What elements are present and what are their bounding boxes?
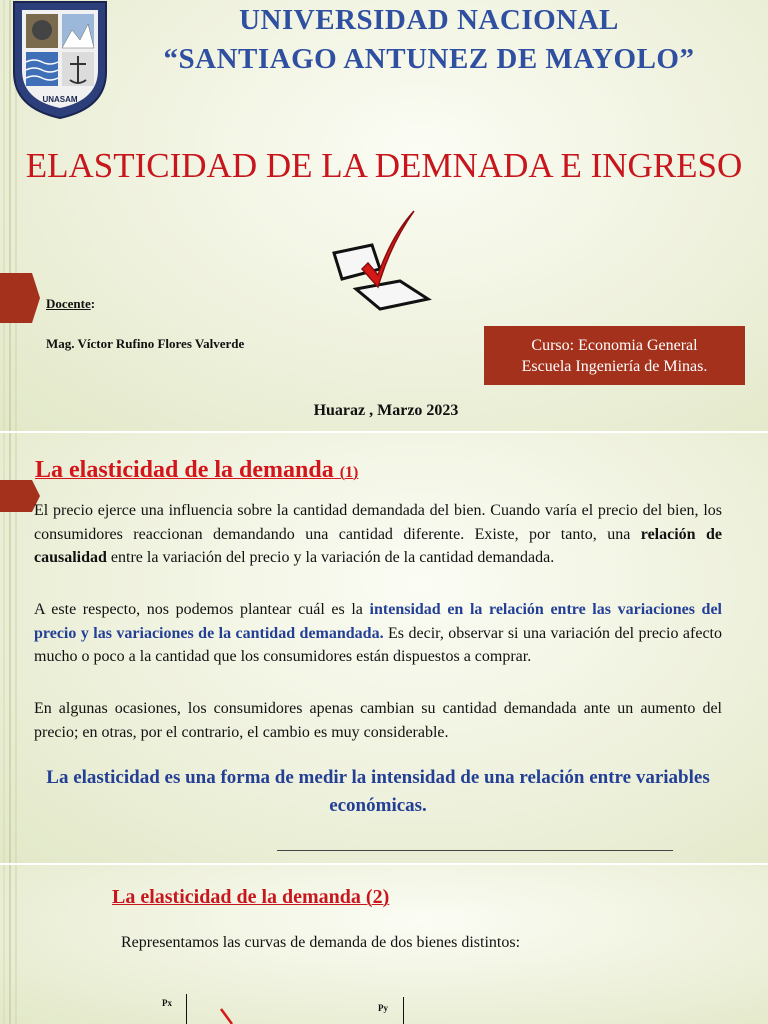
y-axis-left [186,994,187,1024]
slide-title [0,0,768,431]
checkbox-check-icon [328,205,438,315]
course-info-box [484,326,745,385]
university-name-line1: UNIVERSIDAD NACIONAL [239,4,619,36]
university-seal-logo [10,0,110,120]
axis-label-px: Px [162,998,172,1008]
paragraph-3: En algunas ocasiones, los consumidores apenas cambian su cantidad demandada ante un aumento del precio; en otras, por el contrario, el cambio es muy considerable. [34,700,722,741]
slide-elasticity-1 [0,433,768,863]
slide-subtitle: Representamos las curvas de demanda de dos bienes distintos: [121,934,521,951]
slide-heading: La elasticidad de la demanda (1) [35,457,359,483]
slide-heading: La elasticidad de la demanda (2) [112,886,390,908]
demand-curve-left [218,1007,238,1024]
paragraph-1: El precio ejerce una influencia sobre la cantidad demandada del bien. Cuando varía el precio del bien, los consumidores reaccionan demandando una cantidad diferente. Existe, por tanto, una relación de causalidad entre la variación del precio y la variación de la cantidad demandada. [34,502,722,566]
decorative-lines [0,865,40,1024]
logo-text: UNASAM [42,95,78,104]
key-definition: La elasticidad es una forma de medir la intensidad de una relación entre variables económicas. [46,767,710,816]
paragraph-2: A este respecto, nos podemos plantear cuál es la intensidad en la relación entre las variaciones del precio y las variaciones de la cantidad demandada. Es decir, observar si una variación del precio afecto mucho o poco a la cantidad que los consumidores están dispuestos a comprar. [34,601,722,665]
axis-label-py: Py [378,1003,388,1013]
place-date: Huaraz , Marzo 2023 [313,402,459,419]
university-name-line2: “SANTIAGO ANTUNEZ DE MAYOLO” [163,43,695,75]
docente-label: Docente: [46,296,96,311]
divider-line [277,850,673,851]
course-name: Curso: Economia General [531,337,698,354]
y-axis-right [403,997,404,1024]
school-name: Escuela Ingeniería de Minas. [521,358,708,375]
slide-elasticity-2 [0,865,768,1024]
red-accent-tab [0,273,40,323]
presentation-title: ELASTICIDAD DE LA DEMNADA E INGRESO [25,146,743,185]
docente-name: Mag. Víctor Rufino Flores Valverde [46,336,245,351]
